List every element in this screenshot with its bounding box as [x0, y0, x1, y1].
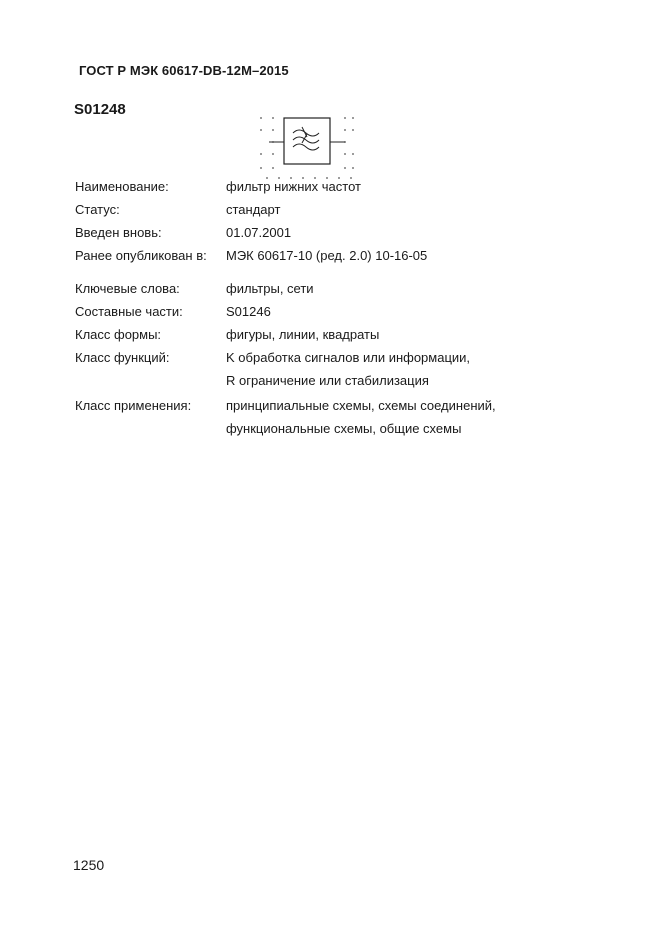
page-number: 1250: [73, 857, 105, 873]
field-value: 01.07.2001: [226, 225, 292, 240]
field-value: R ограничение или стабилизация: [226, 373, 429, 388]
field-label: Ключевые слова:: [75, 281, 180, 296]
field-value: S01246: [226, 304, 271, 319]
field-row-application-class-continued: [0, 419, 661, 439]
field-row-shape-class: [0, 325, 661, 345]
field-label: Класс формы:: [75, 327, 162, 342]
field-value: функциональные схемы, общие схемы: [226, 421, 462, 436]
field-label: Статус:: [75, 202, 120, 217]
field-value: фильтр нижних частот: [226, 179, 361, 194]
field-row-introduced: [0, 223, 661, 243]
low-pass-filter-symbol-icon: [255, 112, 359, 180]
field-label: Ранее опубликован в:: [75, 248, 207, 263]
field-row-application-class: [0, 396, 661, 416]
field-row-status: [0, 200, 661, 220]
field-label: Класс функций:: [75, 350, 170, 365]
field-label: Введен вновь:: [75, 225, 162, 240]
field-label: Класс применения:: [75, 398, 192, 413]
field-value: фильтры, сети: [226, 281, 314, 296]
field-row-components: [0, 302, 661, 322]
document-header: ГОСТ Р МЭК 60617-DB-12M–2015: [79, 63, 289, 78]
field-label: Составные части:: [75, 304, 183, 319]
field-row-function-class-continued: [0, 371, 661, 391]
field-row-previously-published: [0, 246, 661, 266]
field-value: фигуры, линии, квадраты: [226, 327, 380, 342]
field-row-name: [0, 177, 661, 197]
field-label: Наименование:: [75, 179, 169, 194]
field-value: принципиальные схемы, схемы соединений,: [226, 398, 496, 413]
field-row-function-class: [0, 348, 661, 368]
field-value: стандарт: [226, 202, 281, 217]
symbol-code: S01248: [74, 101, 126, 118]
field-value: МЭК 60617-10 (ред. 2.0) 10-16-05: [226, 248, 428, 263]
field-value: K обработка сигналов или информации,: [226, 350, 471, 365]
field-row-keywords: [0, 279, 661, 299]
